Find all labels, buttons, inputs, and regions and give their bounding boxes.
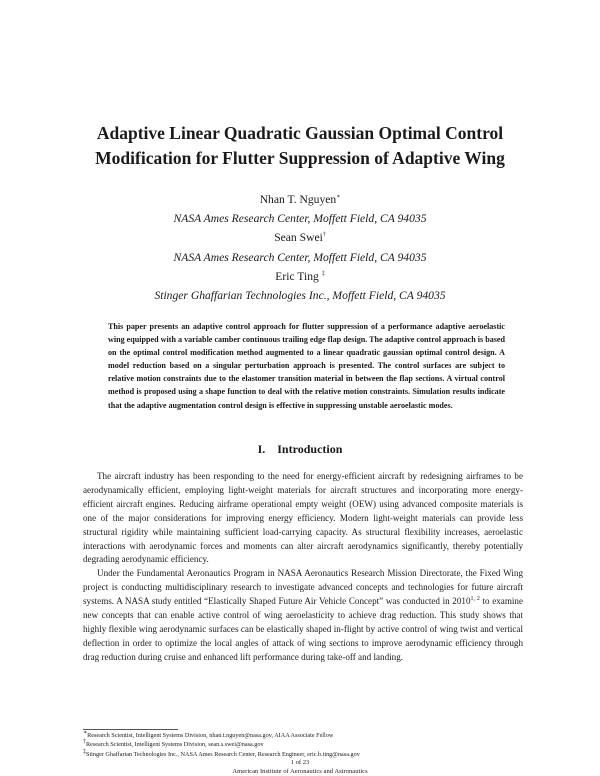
author-affiliation: Stinger Ghaffarian Technologies Inc., Moffett Field, CA 94035 (154, 289, 446, 303)
body-text (83, 470, 523, 665)
author-affiliation: NASA Ames Research Center, Moffett Field, CA 94035 (173, 212, 427, 226)
author-name: Nhan T. Nguyen∗ (259, 193, 341, 206)
page-number: 1 of 23 (290, 759, 310, 766)
title-line-1: Adaptive Linear Quadratic Gaussian Optimal Control (96, 123, 504, 143)
footnote: †Research Scientist, Intelligent Systems Division, sean.s.swei@nasa.gov (83, 739, 264, 749)
footnote: ‡Stinger Ghaffarian Technologies Inc., NASA Ames Research Center, Research Engineer, eric.b.ting@nasa.gov (83, 748, 360, 758)
title-line-2: Modification for Flutter Suppression of Adaptive Wing (95, 148, 505, 168)
abstract: This paper presents an adaptive control approach for flutter suppression of a performance adaptive aeroelastic wing equipped with a variable camber continuous trailing edge flap design. The adaptive control approach is based on the optimal control modification method augmented to a linear quadratic gaussian optimal control design. A model reduction based on a singular perturbation approach is presented. The control surfaces are subject to relative motion constraints due to the elastomer transition material in between the flap sections. A virtual control method is proposed using a shape function to deal with the relative motion constraints. Simulation results indicate that the adaptive augmentation control design is effective in suppressing unstable aeroelastic modes. (108, 322, 505, 410)
section-title: Introduction (277, 442, 343, 456)
paragraph: The aircraft industry has been responding to the need for energy-efficient aircraft by redesigning airframes to be aerodynamically efficient, employing light-weight materials for aircraft structures and incorporating more energy-efficient aircraft engines. Reducing airframe operational empty weight (OEW) using advanced composite materials is one of the major considerations for improving energy efficiency. Modern light-weight materials can provide less structural rigidity while maintaining sufficient load-carrying capacity. As structural flexibility increases, aeroelastic interactions with aerodynamic forces and moments can alter aircraft aerodynamics significantly, thereby potentially degrading aerodynamic efficiency. (83, 471, 523, 565)
paragraph: Under the Fundamental Aeronautics Program in NASA Aeronautics Research Mission Directorate, the Fixed Wing project is conducting multidisciplinary research to investigate advanced concepts and technologies for future aircraft systems. A NASA study entitled “Elastically Shaped Future Air Vehicle Concept” was conducted in 2010$^{1, 2}$ to examine new concepts that can enable active control of wing aeroelasticity to achieve drag reduction. This study shows that highly flexible wing aerodynamic surfaces can be elastically shaped in-flight by active control of wing twist and vertical deflection in order to optimize the local angles of attack of wing sections to improve aerodynamic efficiency through drag reduction during cruise and enhanced lift performance during take-off and landing. (83, 568, 523, 662)
author-name: Eric Ting ‡ (275, 269, 325, 283)
author-block (40, 190, 560, 305)
section-number: I. (257, 442, 266, 456)
footnote-rule (83, 729, 178, 730)
footnotes (83, 731, 523, 759)
paper-title (40, 121, 560, 171)
author-affiliation: NASA Ames Research Center, Moffett Field, CA 94035 (173, 250, 427, 264)
footnote: ∗Research Scientist, Intelligent Systems Division, nhan.t.nguyen@nasa.gov, AIAA Associate Fellow (83, 729, 334, 739)
page-footer: American Institute of Aeronautics and Astronautics (232, 768, 368, 775)
citation-ref: 1, 2 (470, 596, 480, 603)
section-heading (40, 442, 560, 457)
author-name: Sean Swei† (274, 231, 326, 245)
